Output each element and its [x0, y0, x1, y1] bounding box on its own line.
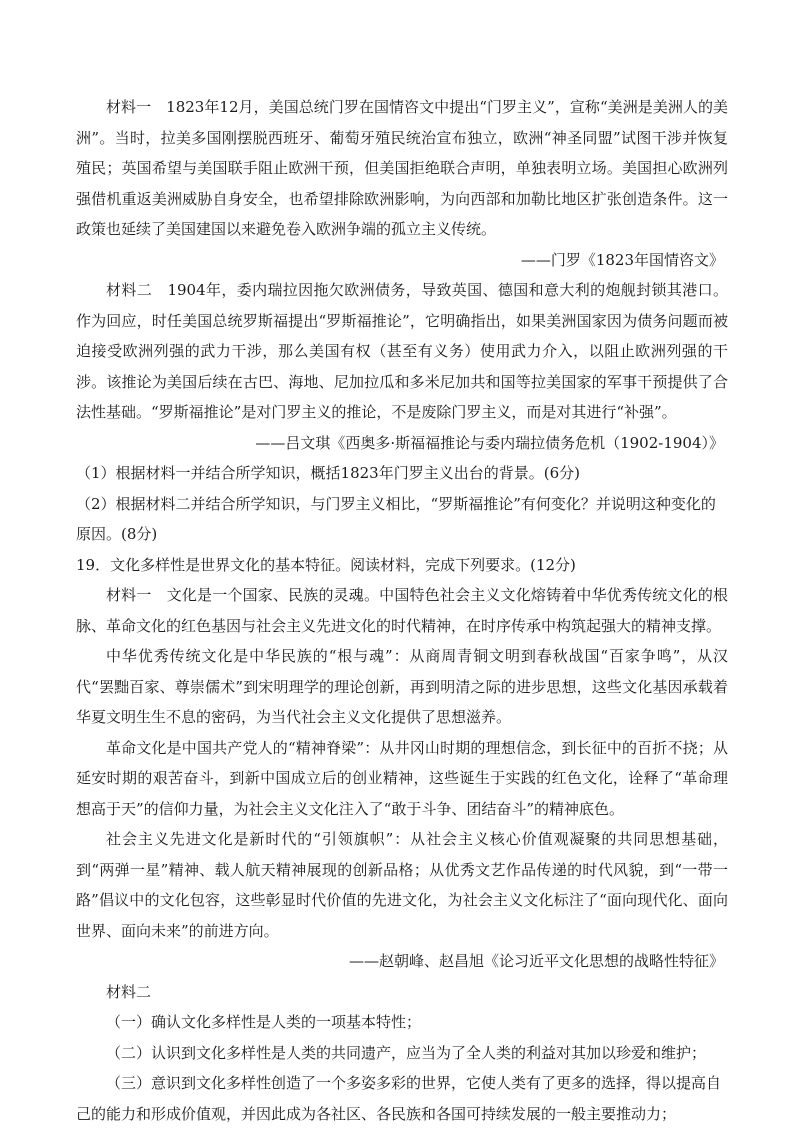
question-19-title: 19．文化多样性是世界文化的基本特征。阅读材料，完成下列要求。(12分)	[76, 555, 576, 574]
q19-revolutionary-culture-paragraph: 革命文化是中国共产党人的“精神脊梁”：从井冈山时期的理想信念，到长征中的百折不挠；从延安时期的艰苦奋斗，到新中国成立后的创业精神，这些诞生于实践的红色文化，诠释了“革命理想高于天”的信仰力量，为社会主义文化注入了“敢于斗争、团结奋斗”的精神底色。	[76, 738, 728, 818]
material-2-paragraph: 材料二 1904年，委内瑞拉因拖欠欧洲债务，导致英国、德国和意大利的炮舰封锁其港口。作为回应，时任美国总统罗斯福提出“罗斯福推论”，它明确指出，如果美洲国家因为债务问题而被迫接受欧洲列强的武力干涉，那么美国有权（甚至有义务）使用武力介入，以阻止欧洲列强的干涉。该推论为美国后续在古巴、海地、尼加拉瓜和多米尼加共和国等拉美国家的军事干预提供了合法性基础。“罗斯福推论”是对门罗主义的推论，不是废除门罗主义，而是对其进行“补强”。	[76, 281, 728, 421]
q19-material-1-source: ——赵朝峰、赵昌旭《论习近平文化思想的战略性特征》	[348, 952, 724, 970]
question-2: （2）根据材料二并结合所学知识，与门罗主义相比，“罗斯福推论”有何变化？并说明这种变化的原因。(8分)	[76, 494, 716, 543]
material-2-source: ——吕文琪《西奥多·斯福福推论与委内瑞拉债务危机（1902-1904）》	[255, 433, 724, 452]
q19-material-2-label: 材料二	[106, 982, 152, 1001]
q19-material-2-item: （二）认识到文化多样性是人类的共同遗产，应当为了全人类的利益对其加以珍爱和维护；	[106, 1043, 707, 1062]
material-1-paragraph: 材料一 1823年12月，美国总统门罗在国情咨文中提出“门罗主义”，宣称“美洲是美洲人的美洲”。当时，拉美多国刚摆脱西班牙、葡萄牙殖民统治宣布独立，欧洲“神圣同盟”试图干涉并恢复殖民；英国希望与美国联手阻止欧洲干预，但美国拒绝联合声明，单独表明立场。美国担心欧洲列强借机重返美洲威胁自身安全，也希望排除欧洲影响，为向西部和加勒比地区扩张创造条件。这一政策也延续了美国建国以来避免卷入欧洲争端的孤立主义传统。	[76, 98, 728, 238]
q19-material-1-paragraph: 材料一 文化是一个国家、民族的灵魂。中国特色社会主义文化熔铸着中华优秀传统文化的根脉、革命文化的红色基因与社会主义先进文化的时代精神，在时序传承中构筑起强大的精神支撑。	[76, 586, 728, 635]
question-1: （1）根据材料一并结合所学知识，概括1823年门罗主义出台的背景。(6分)	[76, 464, 580, 482]
material-1-source: ——门罗《1823年国情咨文》	[520, 250, 724, 269]
q19-material-2-item: （三）意识到文化多样性创造了一个多姿多彩的世界，它使人类有了更多的选择，得以提高自己的能力和形成价值观，并因此成为各社区、各民族和各国可持续发展的一般主要推动力；	[76, 1074, 722, 1123]
q19-material-2-item: （一）确认文化多样性是人类的一项基本特性；	[106, 1013, 422, 1031]
q19-traditional-culture-paragraph: 中华优秀传统文化是中华民族的“根与魂”：从商周青铜文明到春秋战国“百家争鸣”，从汉代“罢黜百家、尊崇儒术”到宋明理学的理论创新，再到明清之际的进步思想，这些文化基因承载着华夏文明生生不息的密码，为当代社会主义文化提供了思想滋养。	[76, 647, 728, 726]
q19-advanced-culture-paragraph: 社会主义先进文化是新时代的“引领旗帜”：从社会主义核心价值观凝聚的共同思想基础，到“两弹一星”精神、载人航天精神展现的创新品格；从优秀文艺作品传递的时代风貌，到“一带一路”倡议中的文化包容，这些彰显时代价值的先进文化，为社会主义文化标注了“面向现代化、面向世界、面向未来”的前进方向。	[76, 830, 728, 940]
